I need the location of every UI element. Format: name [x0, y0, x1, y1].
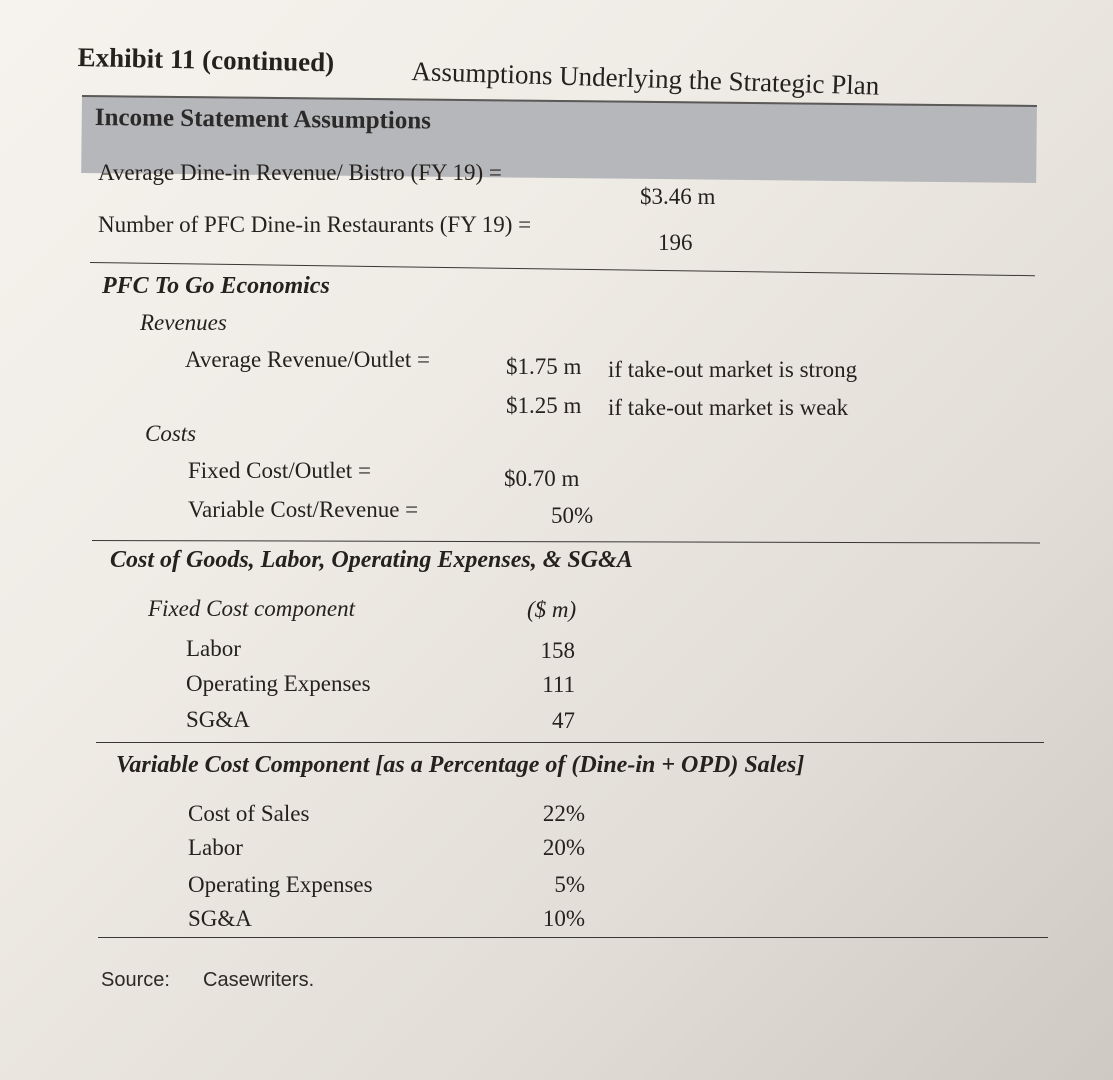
var-sga-label: SG&A — [188, 906, 252, 931]
variable-cost-label: Variable Cost/Revenue = — [188, 497, 419, 522]
var-cost-of-sales-value: 22% — [542, 801, 585, 826]
dinein-restaurants-value: 196 — [658, 230, 693, 255]
togo-header: PFC To Go Economics — [102, 273, 330, 299]
var-labor-value: 20% — [542, 835, 585, 860]
unit-label: ($ m) — [527, 597, 577, 622]
costs-label: Costs — [145, 421, 197, 446]
fixed-opex-value: 111 — [542, 672, 575, 697]
dinein-restaurants-label: Number of PFC Dine-in Restaurants (FY 19) = — [98, 212, 532, 237]
source-label: Source: — [101, 969, 170, 991]
var-sga-value: 10% — [542, 906, 585, 931]
var-labor-label: Labor — [188, 835, 243, 860]
weak-market-value: $1.25 m — [506, 393, 582, 418]
var-opex-label: Operating Expenses — [188, 872, 373, 897]
revenues-label: Revenues — [140, 310, 227, 335]
divider — [92, 540, 1040, 543]
cogs-header: Cost of Goods, Labor, Operating Expenses, & SG&A — [110, 547, 633, 573]
variable-header: Variable Cost Component [as a Percentage of (Dine-in + OPD) Sales] — [116, 752, 805, 778]
exhibit-label: Exhibit 11 (continued) — [77, 42, 335, 78]
weak-market-text: if take-out market is weak — [608, 395, 849, 420]
exhibit-subtitle: Assumptions Underlying the Strategic Plan — [411, 56, 880, 101]
source-value: Casewriters. — [203, 969, 315, 991]
variable-cost-value: 50% — [551, 503, 594, 528]
fixed-component-label: Fixed Cost component — [148, 596, 355, 621]
fixed-labor-label: Labor — [186, 636, 241, 661]
fixed-opex-label: Operating Expenses — [186, 671, 371, 696]
divider — [96, 742, 1044, 743]
var-opex-value: 5% — [554, 872, 585, 897]
var-cost-of-sales-label: Cost of Sales — [188, 801, 310, 826]
avg-dinein-revenue-label: Average Dine-in Revenue/ Bistro (FY 19) = — [98, 160, 502, 185]
avg-dinein-revenue-value: $3.46 m — [640, 184, 716, 209]
fixed-sga-value: 47 — [552, 708, 575, 733]
fixed-cost-outlet-label: Fixed Cost/Outlet = — [188, 458, 371, 483]
fixed-sga-label: SG&A — [186, 707, 250, 732]
avg-revenue-outlet-label: Average Revenue/Outlet = — [185, 347, 431, 372]
income-statement-header: Income Statement Assumptions — [94, 104, 432, 135]
fixed-labor-value: 158 — [540, 638, 575, 663]
strong-market-value: $1.75 m — [506, 354, 582, 379]
strong-market-text: if take-out market is strong — [608, 357, 858, 382]
divider — [98, 937, 1048, 938]
fixed-cost-outlet-value: $0.70 m — [504, 466, 580, 491]
